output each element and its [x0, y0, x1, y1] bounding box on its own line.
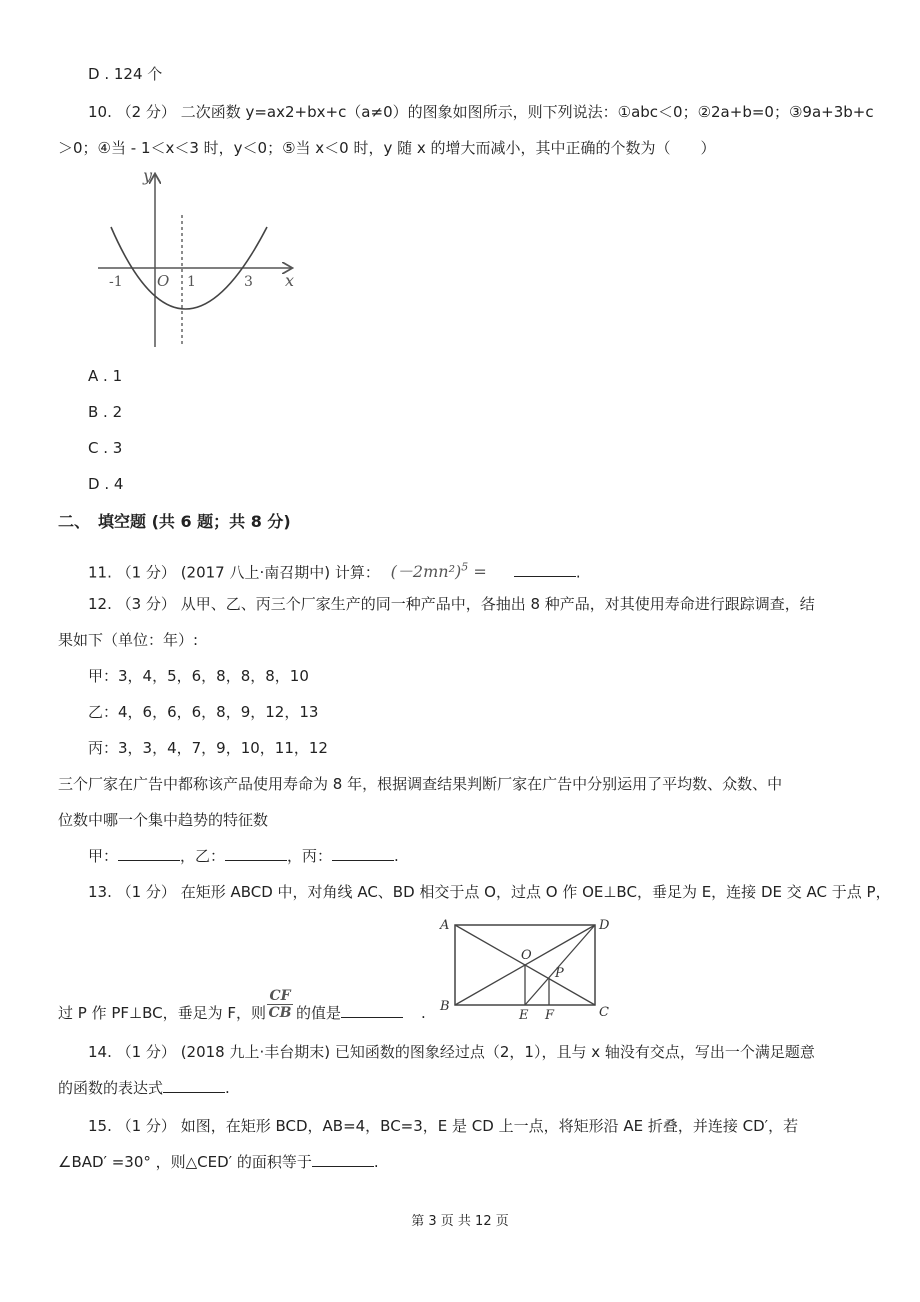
q13-fraction	[267, 988, 293, 1021]
page-footer: 第 3 页 共 12 页	[411, 1214, 509, 1229]
q14-line2-text: 的函数的表达式	[58, 1079, 164, 1097]
q13-answer-blank[interactable]	[341, 1003, 403, 1018]
q14-answer-blank[interactable]	[163, 1078, 225, 1093]
point-label-e: E	[519, 1008, 529, 1020]
q15-end: .	[373, 1153, 379, 1171]
q15-line2-text: ∠BAD′ =30° ，则△CED′ 的面积等于	[58, 1153, 312, 1171]
q11-expr-equals: =	[473, 562, 487, 582]
vertex-label-c: C	[599, 1005, 609, 1020]
q12-label-jia: 甲：	[88, 847, 119, 865]
q13-suffix: 的值是	[296, 1004, 342, 1022]
point-label-f: F	[545, 1008, 555, 1020]
q11-suffix: .	[575, 563, 581, 582]
tick-label-neg1: -1	[109, 274, 123, 290]
q11-stem	[88, 558, 581, 582]
y-axis-label: y	[143, 166, 153, 185]
q12-blank-jia[interactable]	[118, 846, 180, 861]
q9-option-d: D . 124 个	[88, 65, 163, 83]
q13-fraction-denominator: CB	[268, 1005, 292, 1021]
point-label-o: O	[521, 948, 532, 963]
q10-stem-line2: ＞0；④当 - 1＜x＜3 时，y＜0；⑤当 x＜0 时，y 随 x 的增大而减小，其中正确的个数为（ ）	[58, 139, 716, 157]
vertex-label-d: D	[599, 918, 610, 933]
q15-stem-line1: 15. （1 分） 如图，在矩形 BCD，AB=4，BC=3，E 是 CD 上一点，将矩形沿 AE 折叠，并连接 CD′，若	[88, 1117, 799, 1135]
q11-expr-exponent: 5	[461, 561, 469, 574]
q10-stem-line1: 10. （2 分） 二次函数 y=ax2+bx+c（a≠0）的图象如图所示，则下列说法：①abc＜0；②2a+b=0；③9a+3b+c	[88, 103, 874, 121]
q10-option-c: C . 3	[88, 439, 123, 457]
q12-data-bing: 丙：3，3，4，7，9，10，11，12	[88, 739, 328, 757]
vertex-label-b: B	[440, 999, 450, 1014]
q10-option-b: B . 2	[88, 403, 123, 421]
q10-parabola-figure	[95, 165, 300, 350]
point-label-p: P	[555, 966, 564, 981]
q12-label-yi: ，乙：	[180, 847, 226, 865]
q15-stem-line2	[58, 1152, 379, 1172]
tick-label-3: 3	[244, 274, 253, 290]
tick-label-1: 1	[187, 274, 196, 290]
x-axis-label: x	[285, 271, 295, 290]
q13-fraction-numerator: CF	[269, 988, 291, 1004]
q11-answer-blank[interactable]	[514, 562, 576, 577]
q14-stem-line2	[58, 1078, 230, 1098]
q10-option-d: D . 4	[88, 475, 124, 493]
section-title-fill-in: 二、 填空题 (共 6 题；共 8 分)	[58, 512, 291, 531]
q14-end: .	[225, 1079, 230, 1097]
q15-answer-blank[interactable]	[312, 1152, 374, 1167]
q13-rectangle-figure	[435, 915, 620, 1020]
q12-end: .	[394, 847, 399, 865]
q12-stem-line1: 12. （3 分） 从甲、乙、丙三个厂家生产的同一种产品中，各抽出 8 种产品，对其使用寿命进行跟踪调查，结	[88, 595, 815, 613]
q13-stem-line1: 13. （1 分） 在矩形 ABCD 中，对角线 AC、BD 相交于点 O，过点 O 作 OE⊥BC，垂足为 E，连接 DE 交 AC 于点 P，	[88, 883, 891, 901]
segment-de	[525, 925, 595, 1005]
q12-stem-line7: 位数中哪一个集中趋势的特征数	[58, 811, 269, 829]
q12-blank-bing[interactable]	[332, 846, 394, 861]
q12-stem-line2: 果如下（单位：年）:	[58, 631, 199, 649]
vertex-label-a: A	[440, 918, 450, 933]
q13-answer-line	[296, 1003, 426, 1023]
q13-stem-line2: 过 P 作 PF⊥BC，垂足为 F，则	[58, 1004, 266, 1022]
q11-prefix: 11. （1 分） (2017 八上·南召期中) 计算：	[88, 563, 380, 582]
q14-stem-line1: 14. （1 分） (2018 九上·丰台期末) 已知函数的图象经过点（2，1），且与 x 轴没有交点，写出一个满足题意	[88, 1043, 815, 1061]
q11-expr-base: (－2mn²)	[390, 562, 462, 582]
q11-expression	[391, 562, 492, 581]
q12-answer-line	[88, 846, 399, 866]
q13-end: .	[421, 1004, 426, 1022]
q12-stem-line6: 三个厂家在广告中都称该产品使用寿命为 8 年，根据调查结果判断厂家在广告中分别运用了平均数、众数、中	[58, 775, 783, 793]
q12-data-yi: 乙：4，6，6，6，8，9，12，13	[88, 703, 319, 721]
origin-label: O	[157, 272, 170, 290]
q12-blank-yi[interactable]	[225, 846, 287, 861]
q12-data-jia: 甲：3，4，5，6，8，8，8，10	[88, 667, 309, 685]
q10-option-a: A . 1	[88, 367, 123, 385]
q12-label-bing: ，丙：	[287, 847, 333, 865]
